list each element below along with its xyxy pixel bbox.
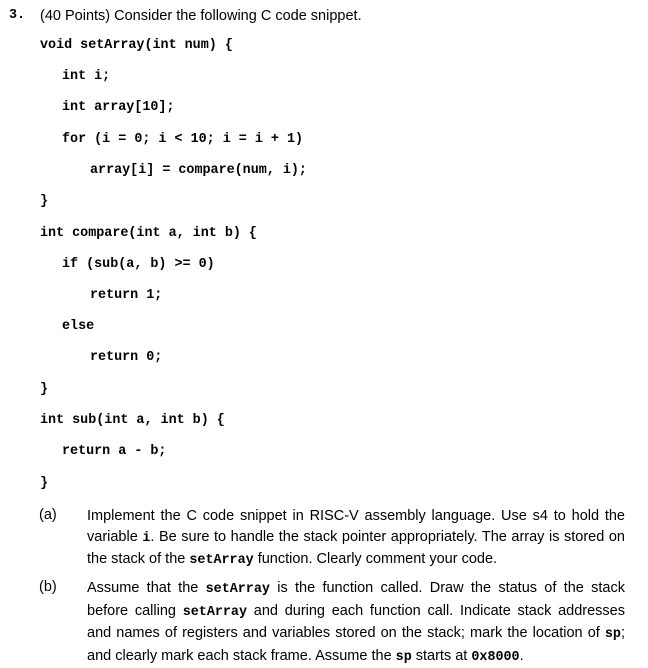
code-line: int sub(int a, int b) {	[40, 413, 225, 428]
code-line: }	[40, 194, 49, 209]
code-line: int array[10];	[62, 100, 175, 115]
text-run: function. Clearly comment your code.	[253, 551, 498, 567]
code-line: }	[40, 382, 49, 397]
code-line: array[i] = compare(num, i);	[90, 163, 307, 178]
code-line: if (sub(a, b) >= 0)	[62, 257, 215, 272]
code-line: int compare(int a, int b) {	[40, 226, 257, 241]
inline-code: 0x8000	[471, 649, 520, 665]
inline-code: setArray	[205, 582, 270, 597]
inline-code: setArray	[189, 553, 254, 568]
text-run: .	[519, 647, 524, 664]
question-number: 3.	[9, 8, 26, 23]
code-line: int i;	[62, 69, 111, 84]
inline-code: setArray	[182, 604, 248, 620]
inline-code: sp	[395, 649, 412, 665]
code-line: }	[40, 476, 49, 491]
part-a-label: (a)	[39, 507, 57, 523]
text-run: starts at	[411, 647, 472, 664]
code-line: return a - b;	[62, 444, 167, 459]
inline-code: i	[142, 530, 151, 546]
text-run: ; and clearly mark each stack frame. Assume the	[87, 625, 625, 664]
text-run: Implement the C code snippet in RISC-V assembly language. Use s4 to hold the variable	[87, 508, 625, 545]
text-run: and during each function call. Indicate stack addresses and names of registers and variables stored on the stack; mark the location of	[87, 602, 625, 641]
text-run: is the function called. Draw the status of the stack before calling	[87, 580, 625, 619]
text-run: . Be sure to handle the stack pointer appropriately. The array is stored on the stack of the	[87, 528, 625, 567]
code-line: for (i = 0; i < 10; i = i + 1)	[62, 132, 304, 147]
code-line: return 1;	[90, 288, 163, 303]
part-b-text	[87, 578, 625, 668]
inline-code: sp	[604, 627, 621, 642]
code-line: else	[62, 319, 95, 334]
code-line: return 0;	[90, 350, 163, 365]
code-line: void setArray(int num) {	[40, 38, 233, 53]
part-a-text	[87, 506, 625, 572]
part-b-label: (b)	[39, 579, 57, 595]
question-header: (40 Points) Consider the following C code snippet.	[40, 8, 362, 24]
text-run: Assume that the	[87, 580, 206, 596]
